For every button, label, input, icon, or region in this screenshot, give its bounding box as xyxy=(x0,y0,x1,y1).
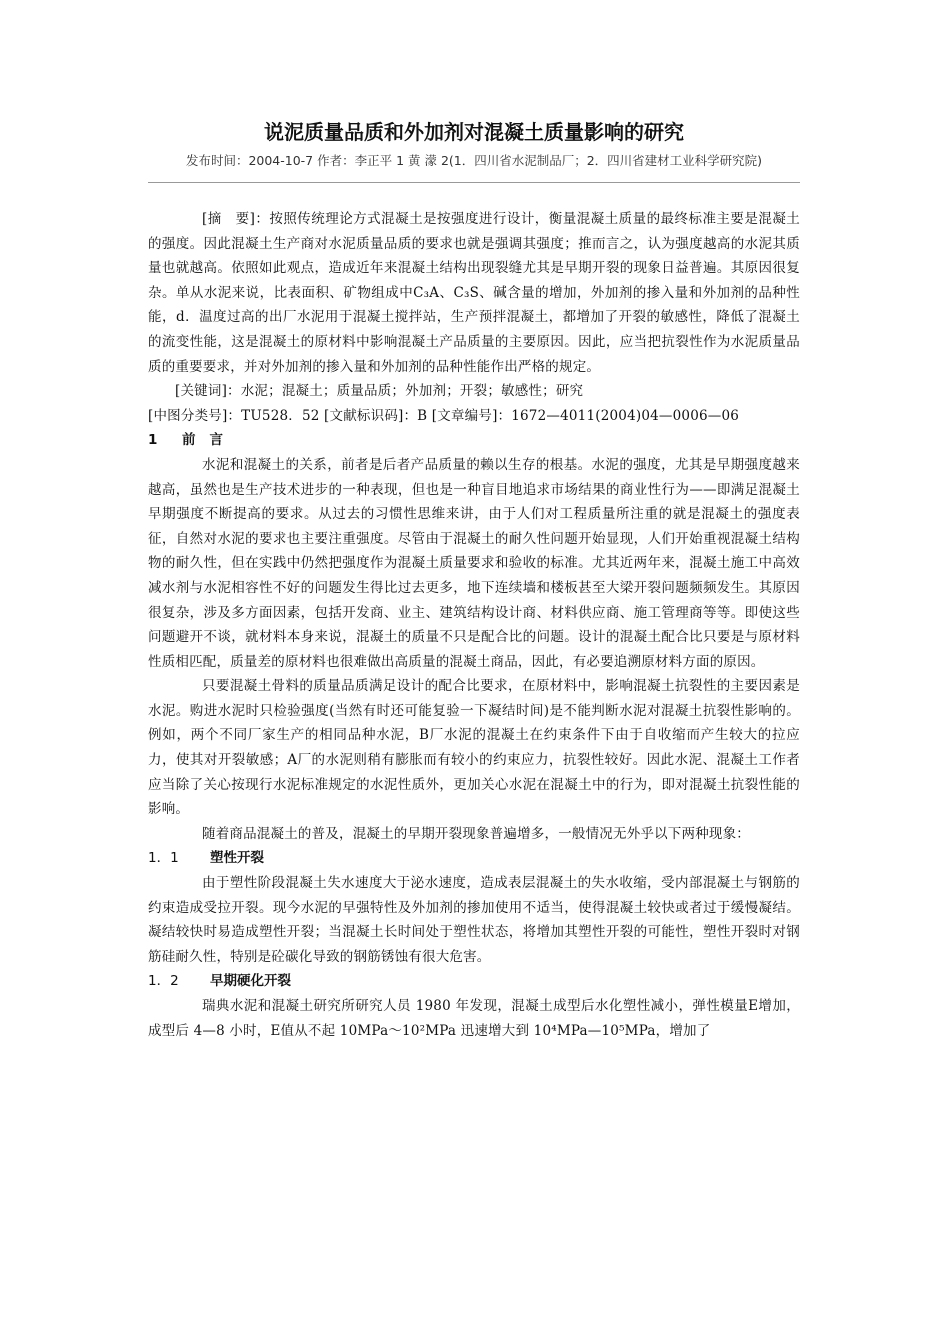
keywords: [关键词]：水泥；混凝土；质量品质；外加剂；开裂；敏感性；研究 xyxy=(175,383,584,400)
abstract-block xyxy=(148,207,800,428)
article-meta: 发布时间：2004-10-7 作者：李正平 1 黄 濛 2(1．四川省水泥制品厂；2．四川省建材工业科学研究院) xyxy=(185,153,763,168)
section-title: 塑性开裂 xyxy=(210,850,264,867)
section-title: 前言 xyxy=(182,432,237,449)
article xyxy=(148,118,800,1043)
section-1-2-heading xyxy=(148,969,800,994)
section-1-1-heading xyxy=(148,846,800,871)
paragraph: 随着商品混凝土的普及，混凝土的早期开裂现象普遍增多，一般情况无外乎以下两种现象： xyxy=(202,825,750,842)
section-number: 1 xyxy=(148,432,158,449)
paragraph: 水泥和混凝土的关系，前者是后者产品质量的赖以生存的根基。水泥的强度，尤其是早期强度越来越高，虽然也是生产技术进步的一种表现，但也是一种盲目地追求市场结果的商业性行为——即满足混凝土早期强度不断提高的要求。从过去的习惯性思维来讲，由于人们对工程质量所注重的就是混凝土的强度表征，自然对水泥的要求也主要注重强度。尽管由于混凝土的耐久性问题开始显现，人们开始重视混凝土结构物的耐久性，但在实践中仍然把强度作为混凝土质量要求和验收的标准。尤其近两年来，混凝土施工中高效减水剂与水泥相容性不好的问题发生得比过去更多，地下连续墙和楼板甚至大梁开裂问题频频发生。其原因很复杂，涉及多方面因素，包括开发商、业主、建筑结构设计商、材料供应商、施工管理商等等。即使这些问题避开不谈，就材料本身来说，混凝土的质量不只是配合比的问题。设计的混凝土配合比只要是与原材料性质相匹配，质量差的原材料也很难做出高质量的混凝土商品，因此，有必要追溯原材料方面的原因。 xyxy=(148,456,800,670)
article-title: 说泥质量品质和外加剂对混凝土质量影响的研究 xyxy=(264,120,684,144)
section-title: 早期硬化开裂 xyxy=(210,973,291,990)
section-1-heading xyxy=(148,428,800,453)
section-number: 1．1 xyxy=(148,850,179,867)
paragraph: 只要混凝土骨料的质量品质满足设计的配合比要求，在原材料中，影响混凝土抗裂性的主要因素是水泥。购进水泥时只检验强度(当然有时还可能复验一下凝结时间)是不能判断水泥对混凝土抗裂性影响的。例如，两个不同厂家生产的相同品种水泥，B厂水泥的混凝土在约束条件下由于自收缩而产生较大的拉应力，使其对开裂敏感；A厂的水泥则稍有膨胀而有较小的约束应力，抗裂性较好。因此水泥、混凝土工作者应当除了关心按现行水泥标准规定的水泥性质外，更加关心水泥在混凝土中的行为，即对混凝土抗裂性能的影响。 xyxy=(148,678,800,818)
paragraph: 由于塑性阶段混凝土失水速度大于泌水速度，造成表层混凝土的失水收缩，受内部混凝土与钢筋的约束造成受拉开裂。现今水泥的早强特性及外加剂的掺加使用不适当，使得混凝土较快或者过于缓慢凝结。凝结较快时易造成塑性开裂；当混凝土长时间处于塑性状态，将增加其塑性开裂的可能性，塑性开裂时对钢筋硅耐久性，特别是砼碳化导致的钢筋锈蚀有很大危害。 xyxy=(148,875,800,965)
paragraph: 瑞典水泥和混凝土研究所研究人员 1980 年发现，混凝土成型后水化塑性减小，弹性模量E增加，成型后 4—8 小时，E值从不起 10MPa～10²MPa 迅速增大到 10⁴MPa—10⁵MPa，增加了 xyxy=(148,998,800,1039)
header-divider xyxy=(148,182,800,183)
section-number: 1．2 xyxy=(148,973,179,990)
abstract-text: [摘 要]：按照传统理论方式混凝土是按强度进行设计，衡量混凝土质量的最终标准主要是混凝土的强度。因此混凝土生产商对水泥质量品质的要求也就是强调其强度；推而言之，认为强度越高的水泥其质量也就越高。依照如此观点，造成近年来混凝土结构出现裂缝尤其是早期开裂的现象日益普遍。其原因很复杂。单从水泥来说，比表面积、矿物组成中C₃A、C₃S、碱含量的增加，外加剂的掺入量和外加剂的品种性能，d．温度过高的出厂水泥用于混凝土搅拌站，生产预拌混凝土，都增加了开裂的敏感性，降低了混凝土的流变性能，这是混凝土的原材料中影响混凝土产品质量的主要原因。因此，应当把抗裂性作为水泥质量品质的重要要求，并对外加剂的掺入量和外加剂的品种性能作出严格的规定。 xyxy=(148,211,800,375)
classification: [中图分类号]：TU528．52 [文献标识码]：B [文章编号]：1672—4011(2004)04—0006—06 xyxy=(148,407,740,424)
